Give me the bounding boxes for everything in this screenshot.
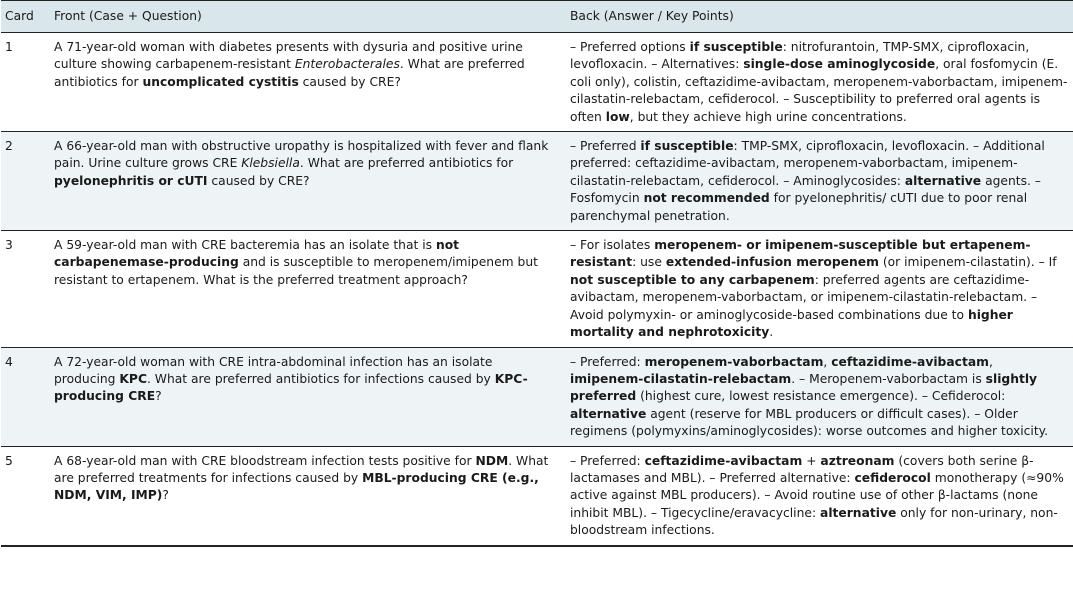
bold-text: meropenem- or imipenem-susceptible but ertapenem-resistant (570, 238, 1031, 270)
text-run: A 72-year-old woman with CRE intra-abdominal infection has an isolate producing (54, 354, 493, 386)
bold-text: single-dose aminoglycoside (743, 57, 936, 72)
back-cell (556, 347, 1073, 446)
bold-text: MBL-producing CRE (e.g., NDM, VIM, IMP) (54, 470, 539, 503)
text-run: A 59-year-old man with CRE bacteremia has an isolate that is (54, 238, 436, 253)
table-body (1, 33, 1073, 546)
text-run: monotherapy (≈90% active against MBL producers). – Avoid routine use of other β-lactams (none inhibit MBL). – Tigecycline/eravacycline: (570, 470, 1064, 520)
bold-text: if susceptible (689, 40, 783, 54)
text-run: – Preferred options (570, 40, 690, 54)
table-row (1, 132, 1073, 231)
header-row (1, 1, 1073, 33)
header-card: Card (1, 1, 41, 33)
bold-text: slightly preferred (570, 371, 1038, 404)
bold-text: not carbapenemase-producing (54, 238, 460, 270)
back-cell (556, 33, 1073, 132)
header-front: Front (Case + Question) (41, 1, 556, 33)
bold-text: not susceptible to any carbapenem (570, 272, 815, 287)
text-run: caused by CRE? (207, 173, 310, 188)
bold-text: extended-infusion meropenem (665, 255, 879, 270)
text-run: – Preferred: (570, 453, 645, 468)
text-run: : preferred agents are ceftazidime-avibactam, meropenem-vaborbactam, or imipenem-cilastatin-relebactam. – Avoid polymyxin- or aminoglycoside-based combinations due to (570, 272, 1038, 322)
italic-text: Enterobacterales (294, 57, 400, 72)
bold-text: meropenem-vaborbactam (644, 354, 824, 369)
bold-text: pyelonephritis or cUTI (54, 173, 208, 188)
flashcard-table (1, 0, 1073, 547)
header-back: Back (Answer / Key Points) (556, 1, 1073, 33)
text-run: . What are preferred treatments for infections caused by (54, 453, 549, 485)
bold-text: alternative (570, 406, 647, 421)
text-run: . What are preferred antibiotics for (299, 156, 514, 171)
bold-text: low (605, 109, 630, 124)
bold-text: alternative (904, 173, 982, 188)
back-cell (556, 132, 1073, 231)
text-run: A 66-year-old man with obstructive uropathy is hospitalized with fever and flank pain. Urine culture grows CRE (54, 139, 549, 171)
front-cell (41, 33, 556, 132)
table-row (1, 446, 1073, 546)
text-run: (or imipenem-cilastatin). – If (878, 255, 1057, 270)
text-run: . What are preferred antibiotics for (54, 57, 525, 89)
table-row (1, 231, 1073, 347)
bold-text: if susceptible (640, 139, 734, 154)
bold-text: uncomplicated cystitis (142, 74, 299, 89)
text-run: . What are preferred antibiotics for infections caused by (146, 371, 495, 386)
text-run: agent (reserve for MBL producers or difficult cases). – Older regimens (polymyxins/aminoglycosides): worse outcomes and higher toxicity. (570, 406, 1049, 439)
text-run: A 68-year-old man with CRE bloodstream infection tests positive for (54, 453, 476, 468)
back-cell (556, 446, 1073, 546)
text-run: + (802, 453, 821, 468)
text-run: A 71-year-old woman with diabetes presents with dysuria and positive urine culture showing carbapenem-resistant (54, 40, 523, 72)
text-run: agents. – Fosfomycin (570, 173, 1041, 206)
card-number: 3 (5, 238, 13, 253)
text-run: (highest cure, lowest resistance emergence). – Cefiderocol: (636, 389, 1006, 404)
card-number: 2 (5, 139, 13, 154)
front-cell (41, 446, 556, 546)
text-run: – Preferred (570, 139, 641, 154)
text-run: , but they achieve high urine concentrations. (629, 109, 907, 124)
bold-text: not recommended (643, 191, 770, 206)
text-run: , (823, 354, 832, 369)
back-cell (556, 231, 1073, 347)
text-run: – Preferred: (570, 354, 645, 369)
front-cell (41, 347, 556, 446)
bold-text: imipenem-cilastatin-relebactam (570, 371, 792, 386)
text-run: for pyelonephritis/ cUTI due to poor renal parenchymal penetration. (570, 191, 1028, 223)
bold-text: ceftazidime-avibactam (644, 453, 803, 468)
text-run: , (988, 354, 993, 369)
bold-text: ceftazidime-avibactam (831, 354, 989, 369)
text-run: : TMP-SMX, ciprofloxacin, levofloxacin. – Additional preferred: ceftazidime-avibactam, meropenem-vaborbactam, imipenem-cilastatin-relebactam, cefiderocol. – Aminoglycosides: (570, 139, 1045, 188)
text-run: ? (162, 488, 169, 503)
text-run: only for non-urinary, non-bloodstream infections. (570, 505, 1058, 538)
text-run: ? (155, 389, 162, 404)
text-run: and is susceptible to meropenem/imipenem but resistant to ertapenem. What is the preferred treatment approach? (54, 255, 538, 287)
bold-text: KPC (119, 371, 147, 386)
card-number: 5 (5, 453, 13, 468)
italic-text: Klebsiella (241, 156, 300, 171)
card-number: 1 (5, 40, 13, 54)
table-header (1, 1, 1073, 33)
front-cell (41, 231, 556, 347)
text-run: . (769, 325, 774, 340)
bold-text: aztreonam (820, 453, 895, 468)
card-number: 4 (5, 354, 13, 369)
text-run: , oral fosfomycin (E. coli only), colistin, ceftazidime-avibactam, meropenem-vaborbactam, imipenem-cilastatin-relebactam, cefiderocol. – Susceptibility to preferred oral agents is often (570, 57, 1068, 124)
bold-text: higher mortality and nephrotoxicity (570, 307, 1013, 340)
bold-text: cefiderocol (854, 470, 931, 485)
text-run: : use (632, 255, 666, 270)
text-run: caused by CRE? (298, 74, 401, 89)
bold-text: alternative (820, 505, 897, 520)
table-row (1, 347, 1073, 446)
front-cell (41, 132, 556, 231)
table-row (1, 33, 1073, 132)
text-run: . – Meropenem-vaborbactam is (791, 371, 986, 386)
text-run: – For isolates (570, 238, 655, 253)
text-run: : nitrofurantoin, TMP-SMX, ciprofloxacin, levofloxacin. – Alternatives: (570, 40, 1030, 72)
bold-text: NDM (475, 453, 509, 468)
text-run: (covers both serine β-lactamases and MBL). – Preferred alternative: (570, 453, 1034, 485)
bold-text: KPC-producing CRE (54, 371, 528, 404)
